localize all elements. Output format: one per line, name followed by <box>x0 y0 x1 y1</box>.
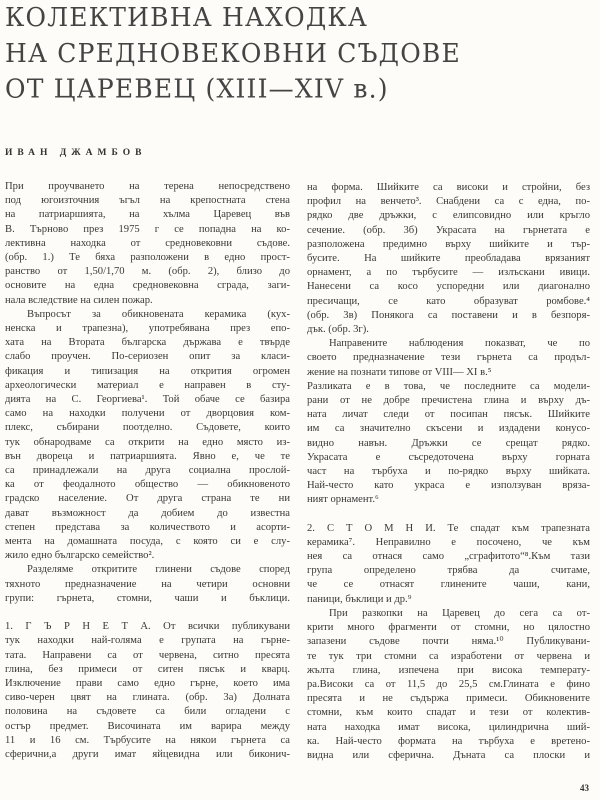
text-line: че се отнасят глинените чаши, кани, <box>307 579 590 591</box>
text-line: група определено трябва да считаме, <box>307 565 590 577</box>
text-line: жение на познати типове от VIII— XI в.⁵ <box>307 366 492 378</box>
text-line: са принадлежали на друга социална прослой- <box>5 465 290 477</box>
text-line: сиво-черен цвят на глината. (обр. 3а) Долната <box>5 692 290 704</box>
text-line: Разликата е в това, че последните са модели- <box>307 380 590 392</box>
text-line: половина на съдовете са били огладени с <box>5 706 290 718</box>
left-column <box>5 180 290 762</box>
text-line: ният орнамент.⁶ <box>307 494 379 506</box>
author-name: ИВАН ДЖАМБОВ <box>5 148 147 158</box>
text-line: вън двореца и патриаршията. Явно е, че те <box>5 450 290 462</box>
text-line: пресята и не съдържа примеси. Обикновените <box>307 693 590 705</box>
text-line: мента на домашната посуда, с която си е слу- <box>5 536 290 548</box>
text-line: на патриаршията, на хълма Царевец във <box>5 209 290 221</box>
text-line: Най-често като украса е използуван вряза- <box>307 480 590 492</box>
text-line: дията на С. Георгиева¹. Той обаче се базира <box>5 394 290 406</box>
text-line: Въпросът за обикновената керамика (кух- <box>27 308 290 320</box>
text-line: остър предмет. Височината им варира между <box>5 720 290 732</box>
text-line: те тук три стомни са изработени от червена и <box>307 650 590 662</box>
text-line: (обр. 1.) Те бяха разположени в едно прост- <box>5 252 290 264</box>
section-heading-line: 2. С Т О М Н И. Те спадат към трапезната <box>307 522 590 534</box>
page-number: 43 <box>580 783 589 793</box>
text-line: Нанесени са косо успоредни или диагонално <box>307 281 590 293</box>
text-line: глина, без примеси от ситен пясък и кварц. <box>5 663 290 675</box>
title-line-3: ОТ ЦАРЕВЕЦ (XIII—XIV в.) <box>5 73 389 104</box>
text-line: видно навън. Дръжки се срещат рядко. <box>307 437 590 449</box>
text-line: дък. (обр. 3г). <box>307 324 369 336</box>
text-line: градско население. От друга страна те ни <box>5 493 290 505</box>
section-heading-line: 1. Г Ъ Р Н Е Т А. От всички публикувани <box>5 621 290 633</box>
text-line: бусите. На шийките преобладава врязаният <box>307 253 590 265</box>
text-line: тяхното предназначение на четири основни <box>5 578 290 590</box>
text-line: 11 и 16 см. Търбусите на някои гърнета са <box>5 734 290 746</box>
text-line: своето предназначение тези гърнета са продъл- <box>307 352 590 364</box>
text-line: При проучването на терена непосредствено <box>5 181 290 192</box>
text-line: ранство от 1,50/1,70 м. (обр. 2), близо до <box>5 266 290 278</box>
article-title <box>5 0 565 107</box>
text-line: фикация и типизация на открития огромен <box>5 365 290 377</box>
text-line: плекс, събирани поотделно. Съдовете, които <box>5 422 290 434</box>
text-line: ната личат следи от посипан пясък. Шийките <box>307 409 590 421</box>
right-column <box>307 181 590 763</box>
text-line: сечение. (обр. 3б) Украсата на гърнетата е <box>307 224 590 236</box>
title-line-1: КОЛЕКТИВНА НАХОДКА <box>5 2 369 33</box>
text-line: групи: гърнета, стомни, чаши и бъклици. <box>5 592 290 604</box>
text-line: хата на Втората българска държава е твърде <box>5 337 290 349</box>
text-line: ка от феодалното общество — обикновеното <box>5 479 290 491</box>
text-line: При разкопки на Царевец до сега са от- <box>329 607 590 619</box>
text-line: основите на една средновековна сграда, заги- <box>5 280 290 292</box>
section-spacer <box>307 508 590 522</box>
text-line: В. Търново през 1975 г се попадна на ко- <box>5 223 290 235</box>
text-line: Направените наблюдения показват, че по <box>329 338 590 350</box>
text-line: тата. Направени са от червена, ситно пресята <box>5 649 290 661</box>
text-line: лективна находка от средновековни съдове. <box>5 237 290 249</box>
text-line: (обр. 3в) Понякога са поставени и в безпоря- <box>307 309 590 321</box>
text-line: на форма. Шийките са високи и стройни, без <box>307 182 590 193</box>
text-line: керамика⁷. Неправилно е посочено, че към <box>307 536 590 548</box>
text-line: слабо проучен. По-сериозен опит за класи- <box>5 351 290 363</box>
text-line: жълта глина, изпечена при висока температу- <box>307 664 590 676</box>
text-line: пресичащи, се като образуват ромбове.⁴ <box>307 295 590 307</box>
text-line: стомни, към които спадат и тези от колектив- <box>307 707 590 719</box>
text-line: ненска и трапезна), употребявана през епо- <box>5 323 290 335</box>
text-line: видна или сферична. Дъната са плоски и <box>307 749 590 761</box>
text-line: рядко две дръжки, с елипсовидно или кръгло <box>307 210 590 222</box>
text-line: степен представа за количеството и асорти- <box>5 521 290 533</box>
text-line: дават възможност да добием до известна <box>5 507 290 519</box>
text-line: профил на венчето³. Снабдени са с една, по- <box>307 196 590 208</box>
text-line: ната находка имат висока, цилиндрична ший- <box>307 721 590 733</box>
text-line: нала вследствие на силен пожар. <box>5 294 153 306</box>
text-line: археологически материал е направен в сту- <box>5 379 290 391</box>
text-line: им са значително скъсени и издадени конусо- <box>307 423 590 435</box>
text-line: под югоизточния ъгъл на крепостната стена <box>5 195 290 207</box>
text-line: само на находки получени от дворцовия ком- <box>5 408 290 420</box>
text-line: запазени съдове почти няма.¹⁰ Публикувани- <box>307 636 590 648</box>
text-line: ка. Най-често формата на търбуха е вретено- <box>307 735 590 747</box>
section-spacer <box>5 606 290 620</box>
text-line: рани от не добре пречистена глина и върху дъ- <box>307 395 590 407</box>
text-line: паници, бъклици и др.⁹ <box>307 593 412 605</box>
text-line: Украсата е съсредоточена върху горната <box>307 451 590 463</box>
text-line: разположена предимно върху шийките и тър- <box>307 238 590 250</box>
text-line: ра.Високи са от 11,5 до 25,5 см.Глината е фино <box>307 678 590 690</box>
text-line: тук обнародваме са открити на едно място из- <box>5 436 290 448</box>
text-line: сферични,а други имат яйцевидна или биконич- <box>5 748 290 760</box>
text-line: нея са отнася само „сграфитото“⁸.Към тази <box>307 551 590 563</box>
text-line: орнамент, а по търбусите — излъскани ивици. <box>307 267 590 279</box>
text-line: Изключение прави само едно гърне, което има <box>5 677 290 689</box>
text-line: тук находки най-голяма е групата на гърне- <box>5 635 290 647</box>
text-line: жило едно българско семейство². <box>5 550 155 562</box>
title-line-2: НА СРЕДНОВЕКОВНИ СЪДОВЕ <box>5 37 461 69</box>
text-line: крити много фрагменти от стомни, но цялостно <box>307 622 590 634</box>
text-line: част на търбуха и по-рядко върху шийката. <box>307 466 590 478</box>
text-line: Разделяме откритите глинени съдове според <box>27 564 290 576</box>
